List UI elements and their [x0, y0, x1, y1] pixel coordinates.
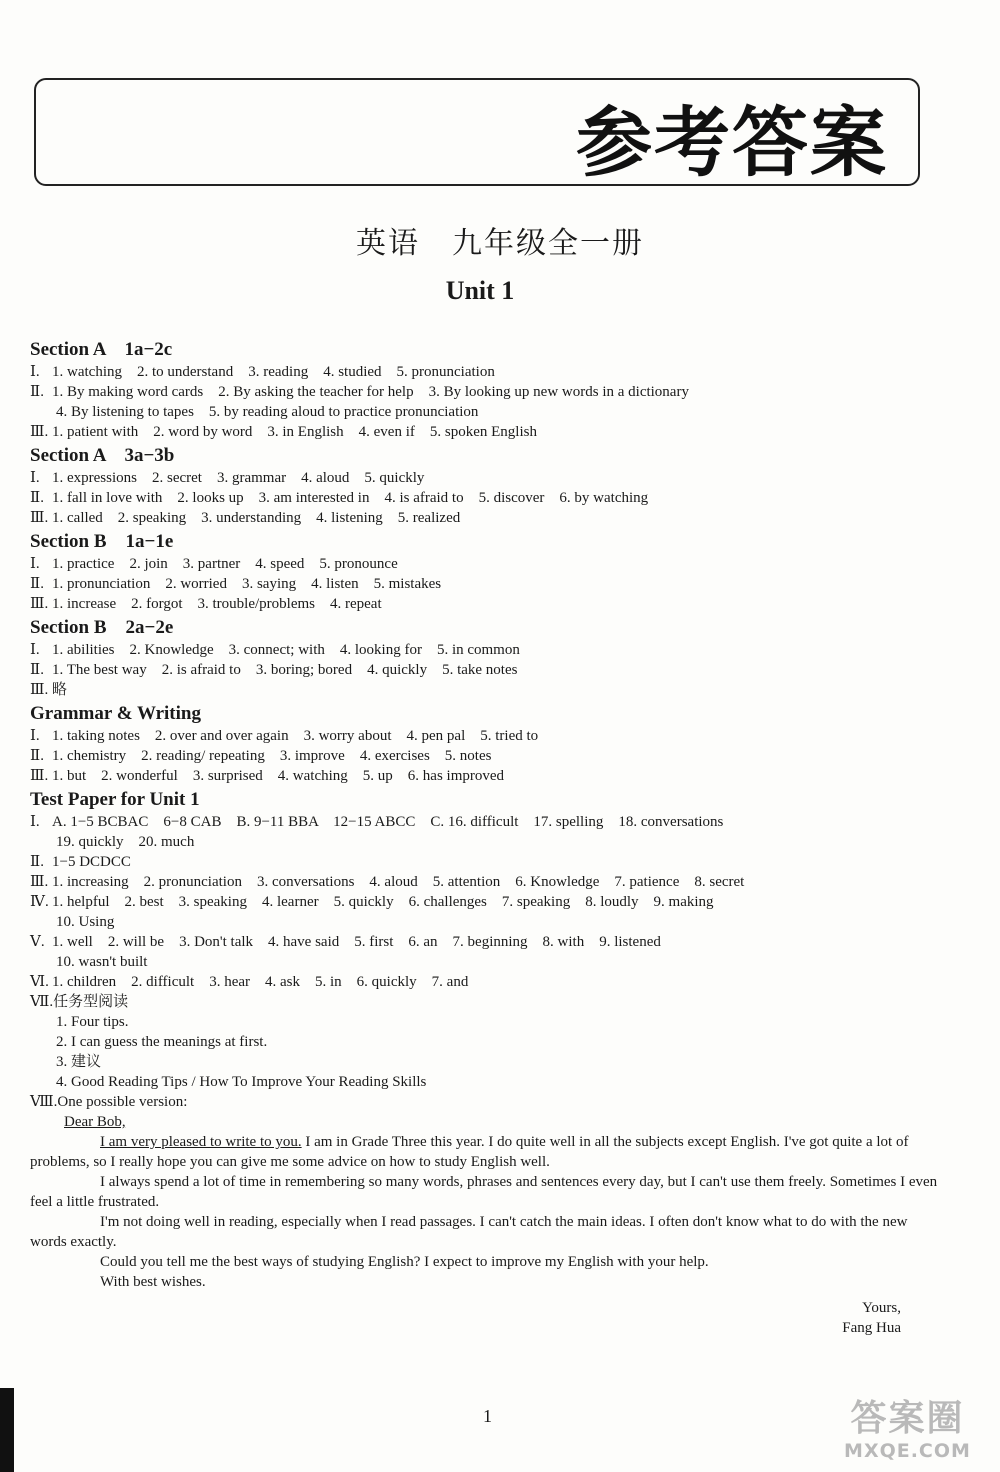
- answer-text: 1. expressions 2. secret 3. grammar 4. aloud 5. quickly: [52, 470, 425, 486]
- watermark-main: 答案圈: [850, 1398, 965, 1439]
- answer-text: 1. children 2. difficult 3. hear 4. ask 5. in 6. quickly 7. and: [52, 974, 469, 990]
- header-banner: [34, 78, 920, 186]
- answer-part-label: Ⅲ.: [30, 682, 49, 698]
- answer-text: 1. By making word cards 2. By asking the teacher for help 3. By looking up new words in a dictionary: [52, 384, 689, 400]
- header-title: 参考答案: [576, 98, 888, 187]
- answer-text: A. 1−5 BCBAC 6−8 CAB B. 9−11 BBA 12−15 ABCC C. 16. difficult 17. spelling 18. conversations: [52, 814, 724, 830]
- answer-row: [30, 468, 945, 488]
- answer-text: 1. chemistry 2. reading/ repeating 3. improve 4. exercises 5. notes: [52, 748, 492, 764]
- unit-title: Unit 1: [445, 276, 515, 305]
- letter-opening-line: I am very pleased to write to you.: [100, 1134, 302, 1150]
- section-heading: Section A 1a−2c: [30, 339, 173, 360]
- watermark-sub: MXQE.COM: [844, 1440, 971, 1462]
- answer-text: 2. I can guess the meanings at first.: [56, 1034, 268, 1050]
- answer-part-label: Ⅲ.: [30, 424, 49, 440]
- answer-row: [30, 992, 945, 1012]
- letter-paragraph-4: Could you tell me the best ways of studying English? I expect to improve my English with your help.: [100, 1254, 709, 1270]
- answer-part-label: Ⅰ.: [30, 642, 40, 658]
- answer-part-label: Ⅷ.: [30, 1094, 58, 1110]
- sample-letter: [30, 1112, 945, 1338]
- answer-row: [30, 766, 945, 786]
- answer-text: 1. increasing 2. pronunciation 3. conversations 4. aloud 5. attention 6. Knowledge 7. patience 8. secret: [52, 874, 745, 890]
- answer-text: 1. but 2. wonderful 3. surprised 4. watching 5. up 6. has improved: [52, 768, 505, 784]
- answer-row: [30, 892, 945, 912]
- answer-part-label: Ⅳ.: [30, 894, 49, 910]
- answer-row: [30, 594, 945, 614]
- answer-part-label: Ⅰ.: [30, 364, 40, 380]
- answer-text: 1. practice 2. join 3. partner 4. speed 5. pronounce: [52, 556, 398, 572]
- letter-paragraph-5: With best wishes.: [100, 1274, 206, 1290]
- answer-part-label: Ⅲ.: [30, 510, 49, 526]
- answer-row: [30, 932, 945, 952]
- answer-row: [30, 1012, 945, 1032]
- letter-greeting: Dear Bob,: [64, 1114, 126, 1130]
- answer-part-label: Ⅱ.: [30, 748, 44, 764]
- answer-row: [30, 726, 945, 746]
- answer-row: [30, 554, 945, 574]
- answer-part-label: Ⅱ.: [30, 490, 44, 506]
- page-number: 1: [483, 1406, 492, 1426]
- answer-row: [30, 508, 945, 528]
- answer-sections: [30, 338, 945, 1112]
- section-heading: Section B 1a−1e: [30, 531, 174, 552]
- answer-row: [30, 680, 945, 700]
- answer-text: 1−5 DCDCC: [52, 854, 131, 870]
- letter-signature: Fang Hua: [842, 1320, 901, 1336]
- answer-row: [30, 488, 945, 508]
- answer-row: [30, 1052, 945, 1072]
- answer-text: 19. quickly 20. much: [56, 834, 195, 850]
- answer-text: 1. taking notes 2. over and over again 3. worry about 4. pen pal 5. tried to: [52, 728, 539, 744]
- answer-text: 1. abilities 2. Knowledge 3. connect; with 4. looking for 5. in common: [52, 642, 520, 658]
- answer-text: 1. pronunciation 2. worried 3. saying 4. listen 5. mistakes: [52, 576, 442, 592]
- answer-text: 10. wasn't built: [56, 954, 148, 970]
- answer-row: [30, 362, 945, 382]
- answer-text: 1. patient with 2. word by word 3. in English 4. even if 5. spoken English: [52, 424, 537, 440]
- answer-row: [30, 746, 945, 766]
- answer-row: [30, 574, 945, 594]
- answer-row: [30, 1072, 945, 1092]
- answer-part-label: Ⅱ.: [30, 384, 44, 400]
- answer-row: [30, 912, 945, 932]
- answer-row: [30, 972, 945, 992]
- answer-text: 4. Good Reading Tips / How To Improve Your Reading Skills: [56, 1074, 427, 1090]
- letter-paragraph-3: I'm not doing well in reading, especially when I read passages. I can't catch the main ideas. I often don't know what to do with the new words exactly.: [30, 1214, 908, 1250]
- answer-row: [30, 402, 945, 422]
- answer-row: [30, 952, 945, 972]
- answer-part-label: Ⅲ.: [30, 768, 49, 784]
- scan-edge-bar: [0, 1388, 14, 1472]
- answer-part-label: Ⅵ.: [30, 974, 49, 990]
- answer-text: 1. The best way 2. is afraid to 3. boring; bored 4. quickly 5. take notes: [52, 662, 518, 678]
- answer-part-label: Ⅴ.: [30, 934, 45, 950]
- answer-text: 1. increase 2. forgot 3. trouble/problems 4. repeat: [52, 596, 382, 612]
- section-heading: Section A 3a−3b: [30, 445, 175, 466]
- answer-row: [30, 872, 945, 892]
- answer-row: [30, 422, 945, 442]
- answer-text: 1. fall in love with 2. looks up 3. am interested in 4. is afraid to 5. discover 6. by watching: [52, 490, 649, 506]
- answer-row: [30, 812, 945, 832]
- answer-text: 10. Using: [56, 914, 115, 930]
- answer-row: [30, 852, 945, 872]
- watermark-logo: [825, 1398, 990, 1468]
- answer-text: 1. helpful 2. best 3. speaking 4. learner 5. quickly 6. challenges 7. speaking 8. loudly 9. making: [52, 894, 714, 910]
- answer-row: [30, 832, 945, 852]
- answer-text: 1. well 2. will be 3. Don't talk 4. have said 5. first 6. an 7. beginning 8. with 9. listened: [52, 934, 661, 950]
- answer-text: 1. Four tips.: [56, 1014, 129, 1030]
- answer-part-label: Ⅰ.: [30, 556, 40, 572]
- answer-row: [30, 1092, 945, 1112]
- answer-row: [30, 660, 945, 680]
- answer-text: 4. By listening to tapes 5. by reading aloud to practice pronunciation: [56, 404, 479, 420]
- answer-text: 1. called 2. speaking 3. understanding 4. listening 5. realized: [52, 510, 461, 526]
- answer-row: [30, 640, 945, 660]
- section-heading: Test Paper for Unit 1: [30, 789, 200, 810]
- answer-content: [30, 336, 945, 1338]
- letter-paragraph-1: I am in Grade Three this year. I do quite well in all the subjects except English. I've got quite a lot of problems, so I really hope you can give me some advice on how to study English well.: [30, 1134, 909, 1170]
- answer-part-label: Ⅰ.: [30, 470, 40, 486]
- answer-row: [30, 1032, 945, 1052]
- answer-row: [30, 382, 945, 402]
- subject-title: 英语 九年级全一册: [356, 226, 644, 261]
- answer-part-label: Ⅱ.: [30, 662, 44, 678]
- answer-part-label: Ⅰ.: [30, 814, 40, 830]
- answer-part-label: Ⅲ.: [30, 874, 49, 890]
- answer-part-label: Ⅲ.: [30, 596, 49, 612]
- answer-text: 任务型阅读: [53, 994, 129, 1010]
- answer-text: 1. watching 2. to understand 3. reading 4. studied 5. pronunciation: [52, 364, 495, 380]
- answer-part-label: Ⅱ.: [30, 854, 44, 870]
- answer-text: One possible version:: [57, 1094, 188, 1110]
- section-heading: Grammar & Writing: [30, 703, 201, 724]
- letter-paragraph-2: I always spend a lot of time in remembering so many words, phrases and sentences every day, but I can't use them freely. Sometimes I even feel a little frustrated.: [30, 1174, 938, 1210]
- answer-part-label: Ⅱ.: [30, 576, 44, 592]
- letter-closing: Yours,: [862, 1300, 901, 1316]
- answer-part-label: Ⅶ.: [30, 994, 54, 1010]
- answer-part-label: Ⅰ.: [30, 728, 40, 744]
- answer-text: 略: [52, 682, 68, 698]
- section-heading: Section B 2a−2e: [30, 617, 174, 638]
- answer-text: 3. 建议: [56, 1054, 102, 1070]
